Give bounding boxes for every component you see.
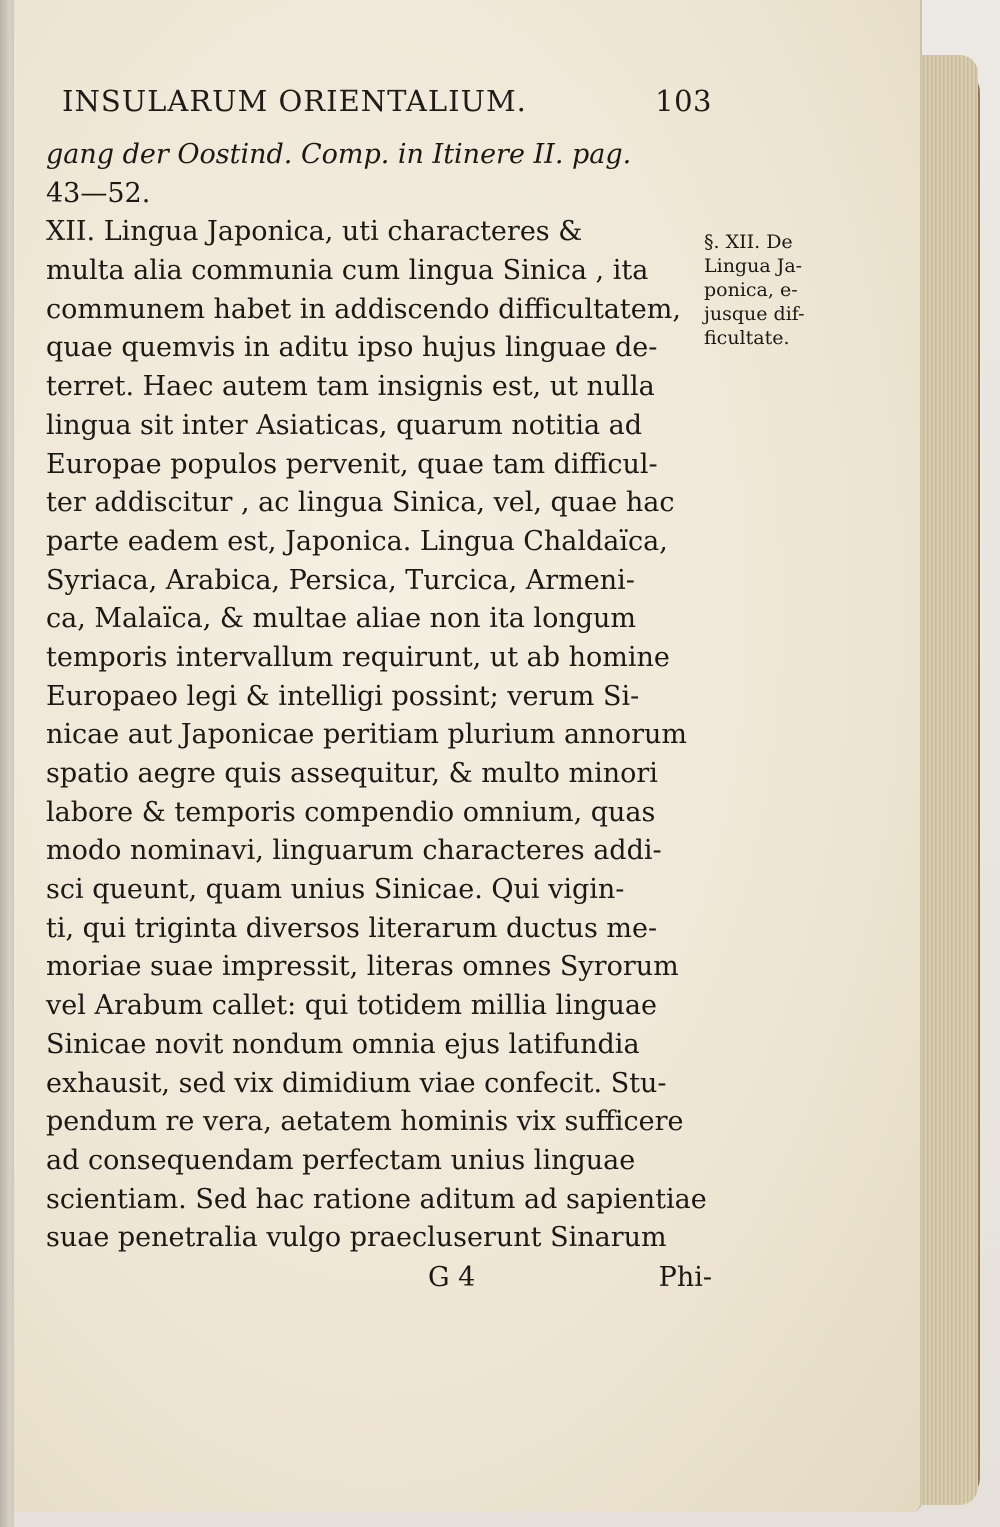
text-line: sci queunt, quam unius Sinicae. Qui vigin- <box>46 874 625 906</box>
text-line: ti, qui triginta diversos literarum ductus me- <box>46 912 658 944</box>
text-line: modo nominavi, linguarum characteres addi- <box>46 835 662 867</box>
text-line: ad consequendam perfectam unius linguae <box>46 1144 636 1176</box>
text-line: communem habet in addiscendo difficultatem, <box>46 293 681 325</box>
text-line: quae quemvis in aditu ipso hujus linguae de- <box>46 332 658 364</box>
book-page <box>14 0 922 1512</box>
text-line: pendum re vera, aetatem hominis vix sufficere <box>46 1106 684 1138</box>
margin-line: ponica, e- <box>704 279 798 301</box>
margin-line: §. XII. De <box>704 231 793 253</box>
text-line: spatio aegre quis assequitur, & multo minori <box>46 758 658 789</box>
text-line: Syriaca, Arabica, Persica, Turcica, Armeni- <box>46 564 635 596</box>
text-line: scientiam. Sed hac ratione aditum ad sapientiae <box>46 1183 707 1215</box>
text-line: multa alia communia cum lingua Sinica , ita <box>46 255 649 287</box>
text-line: temporis intervallum requirunt, ut ab homine <box>46 641 670 673</box>
text-line: terret. Haec autem tam insignis est, ut nulla <box>46 371 655 403</box>
text-line: parte eadem est, Japonica. Lingua Chaldaïca, <box>46 525 668 557</box>
text-line: moriae suae impressit, literas omnes Syrorum <box>46 951 679 983</box>
text-line: Europae populos pervenit, quae tam difficul- <box>46 448 658 480</box>
text-line: lingua sit inter Asiaticas, quarum notitia ad <box>46 409 643 441</box>
margin-line: jusque dif- <box>704 303 805 325</box>
text-line: 43—52. <box>46 177 151 209</box>
marginal-note <box>704 230 854 350</box>
main-text-block <box>46 136 718 1258</box>
margin-line: Lingua Ja- <box>704 255 803 277</box>
text-line: exhausit, sed vix dimidium viae confecit. Stu- <box>46 1067 667 1099</box>
margin-line: ficultate. <box>704 327 790 349</box>
text-line: nicae aut Japonicae peritiam plurium annorum <box>46 719 688 751</box>
text-line: XII. Lingua Japonica, uti characteres & <box>46 216 583 248</box>
text-line: Sinicae novit nondum omnia ejus latifundia <box>46 1028 640 1060</box>
text-line: vel Arabum callet: qui totidem millia linguae <box>46 990 657 1022</box>
signature-mark: G 4 <box>428 1262 476 1293</box>
running-header <box>62 84 712 124</box>
text-line: labore & temporis compendio omnium, quas <box>46 796 656 828</box>
catchword: Phi- <box>658 1262 712 1293</box>
text-line: suae penetralia vulgo praecluserunt Sinarum <box>46 1222 667 1254</box>
text-line: Europaeo legi & intelligi possint; verum Si- <box>46 680 640 712</box>
text-line: gang der Oostind. Comp. in Itinere II. pag. <box>46 139 632 170</box>
page-number: 103 <box>655 84 712 118</box>
page-footer <box>62 1262 712 1302</box>
text-line: ter addiscitur , ac lingua Sinica, vel, quae hac <box>46 487 675 519</box>
running-title: INSULARUM ORIENTALIUM. <box>62 84 527 118</box>
text-line: ca, Malaïca, & multae aliae non ita longum <box>46 603 636 635</box>
left-page-edge <box>0 0 14 1527</box>
